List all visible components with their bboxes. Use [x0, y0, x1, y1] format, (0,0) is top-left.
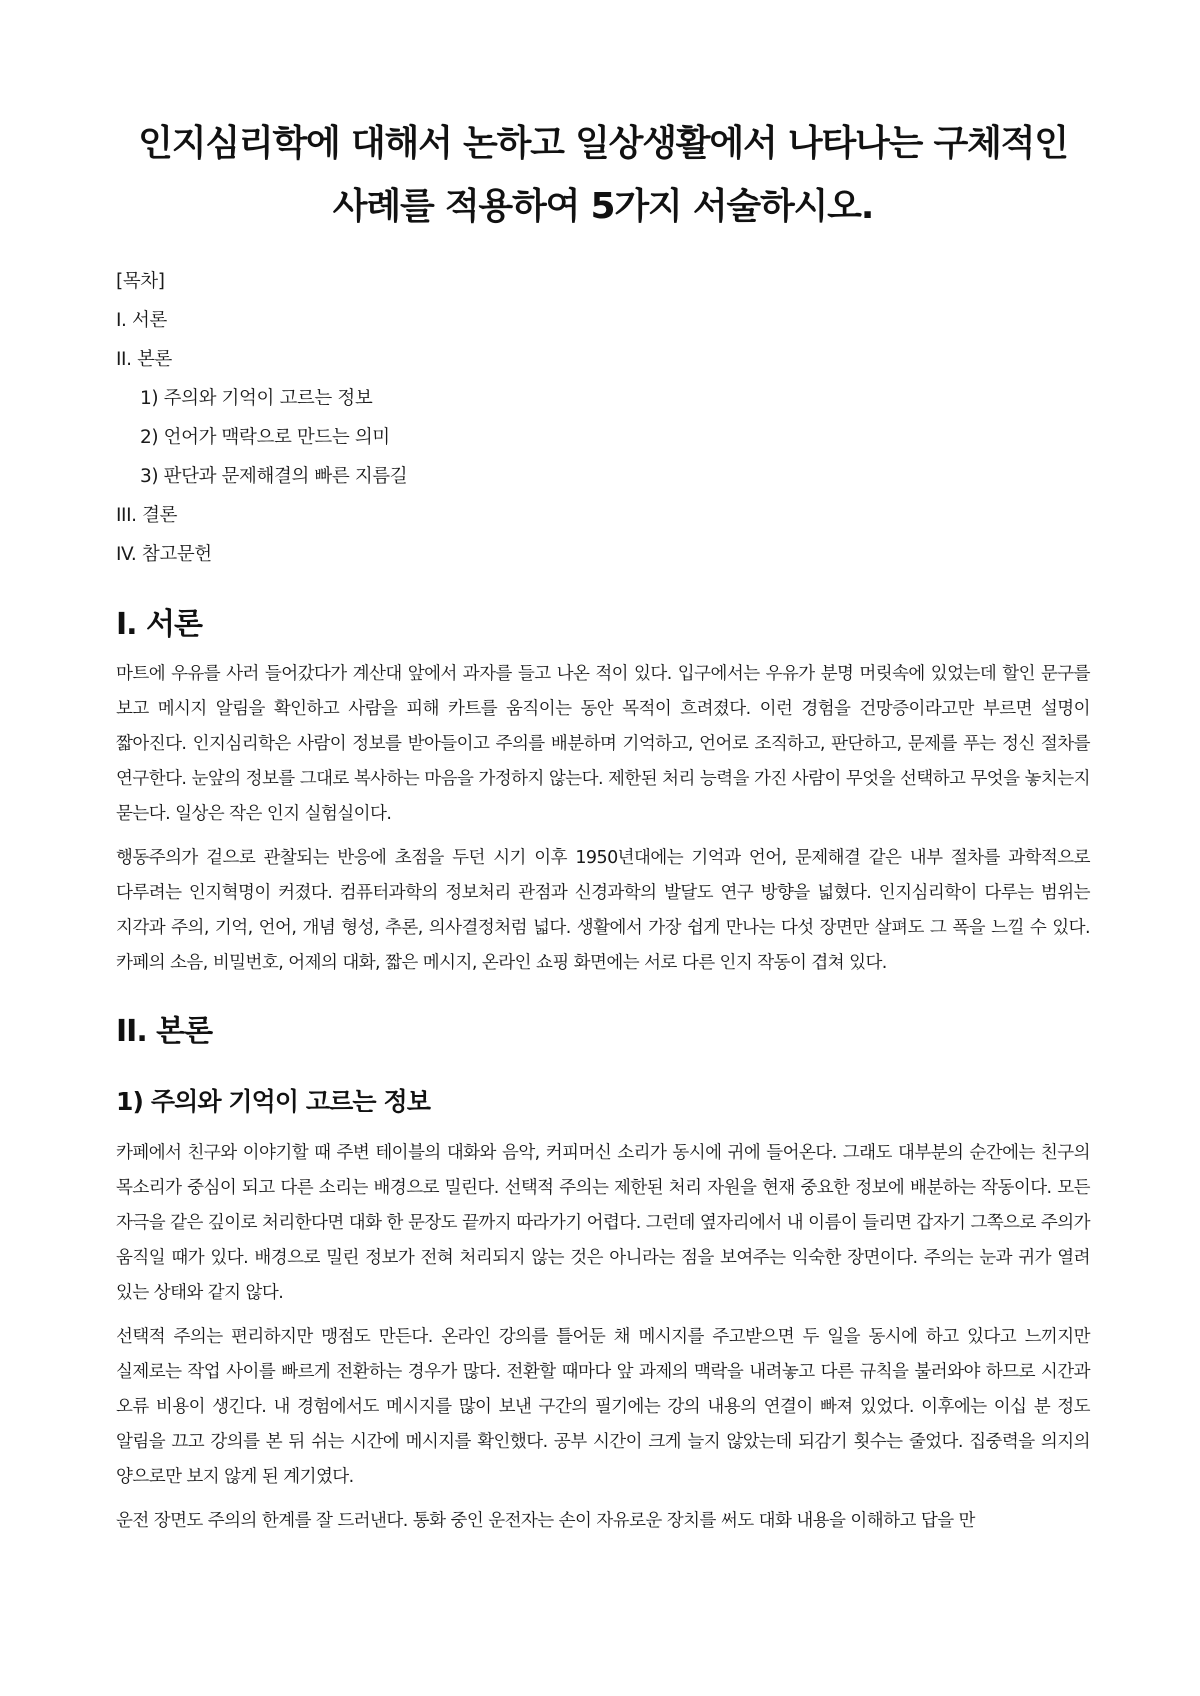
body-heading: II. 본론	[116, 1014, 213, 1049]
section1-paragraph: 카페에서 친구와 이야기할 때 주변 테이블의 대화와 음악, 커피머신 소리가 동시에 귀에 들어온다. 그래도 대부분의 순간에는 친구의 목소리가 중심이 되고 다른 소리는 배경으로 밀린다. 선택적 주의는 제한된 처리 자원을 현재 중요한 정보에 배분하는 작동이다. 모든 자극을 같은 깊이로 처리한다면 대화 한 문장도 끝까지 따라가기 어렵다. 그런데 옆자리에서 내 이름이 들리면 갑자기 그쪽으로 주의가 움직일 때가 있다. 배경으로 밀린 정보가 전혀 처리되지 않는 것은 아니라는 점을 보여주는 익숙한 장면이다. 주의는 눈과 귀가 열려 있는 상태와 같지 않다.	[116, 1143, 1090, 1303]
toc-item-conclusion: III. 결론	[116, 505, 178, 526]
table-of-contents	[116, 264, 1090, 576]
toc-item-body-3: 3) 판단과 문제해결의 빠른 지름길	[140, 466, 408, 487]
toc-item-body: II. 본론	[116, 349, 173, 370]
section1-paragraph: 선택적 주의는 편리하지만 맹점도 만든다. 온라인 강의를 틀어둔 채 메시지를 주고받으면 두 일을 동시에 하고 있다고 느끼지만 실제로는 작업 사이를 빠르게 전환하는 경우가 많다. 전환할 때마다 앞 과제의 맥락을 내려놓고 다른 규칙을 불러와야 하므로 시간과 오류 비용이 생긴다. 내 경험에서도 메시지를 많이 보낸 구간의 필기에는 강의 내용의 연결이 빠져 있었다. 이후에는 이십 분 정도 알림을 끄고 강의를 본 뒤 쉬는 시간에 메시지를 확인했다. 공부 시간이 크게 늘지 않았는데 되감기 횟수는 줄었다. 집중력을 의지의 양으로만 보지 않게 된 계기였다.	[116, 1327, 1090, 1487]
intro-paragraph: 행동주의가 겉으로 관찰되는 반응에 초점을 두던 시기 이후 1950년대에는 기억과 언어, 문제해결 같은 내부 절차를 과학적으로 다루려는 인지혁명이 커졌다. 컴퓨터과학의 정보처리 관점과 신경과학의 발달도 연구 방향을 넓혔다. 인지심리학이 다루는 범위는 지각과 주의, 기억, 언어, 개념 형성, 추론, 의사결정처럼 넓다. 생활에서 가장 쉽게 만나는 다섯 장면만 살펴도 그 폭을 느낄 수 있다. 카페의 소음, 비밀번호, 어제의 대화, 짧은 메시지, 온라인 쇼핑 화면에는 서로 다른 인지 작동이 겹쳐 있다.	[116, 848, 1090, 973]
toc-label: [목차]	[116, 271, 165, 292]
section1-paragraph: 운전 장면도 주의의 한계를 잘 드러낸다. 통화 중인 운전자는 손이 자유로운 장치를 써도 대화 내용을 이해하고 답을 만	[116, 1511, 975, 1531]
toc-item-body-2: 2) 언어가 맥락으로 만드는 의미	[140, 427, 390, 448]
intro-paragraph: 마트에 우유를 사러 들어갔다가 계산대 앞에서 과자를 들고 나온 적이 있다. 입구에서는 우유가 분명 머릿속에 있었는데 할인 문구를 보고 메시지 알림을 확인하고 사람을 피해 카트를 움직이는 동안 목적이 흐려졌다. 이런 경험을 건망증이라고만 부르면 설명이 짧아진다. 인지심리학은 사람이 정보를 받아들이고 주의를 배분하며 기억하고, 언어로 조직하고, 판단하고, 문제를 푸는 정신 절차를 연구한다. 눈앞의 정보를 그대로 복사하는 마음을 가정하지 않는다. 제한된 처리 능력을 가진 사람이 무엇을 선택하고 무엇을 놓치는지 묻는다. 일상은 작은 인지 실험실이다.	[116, 664, 1090, 824]
document-title: 인지심리학에 대해서 논하고 일상생활에서 나타나는 구체적인 사례를 적용하여 5가지 서술하시오.	[138, 123, 1068, 227]
section1-heading: 1) 주의와 기억이 고르는 정보	[116, 1087, 430, 1116]
intro-heading: I. 서론	[116, 607, 202, 642]
toc-item-references: IV. 참고문헌	[116, 544, 212, 565]
toc-item-body-1: 1) 주의와 기억이 고르는 정보	[140, 388, 373, 409]
toc-item-intro: I. 서론	[116, 310, 167, 331]
